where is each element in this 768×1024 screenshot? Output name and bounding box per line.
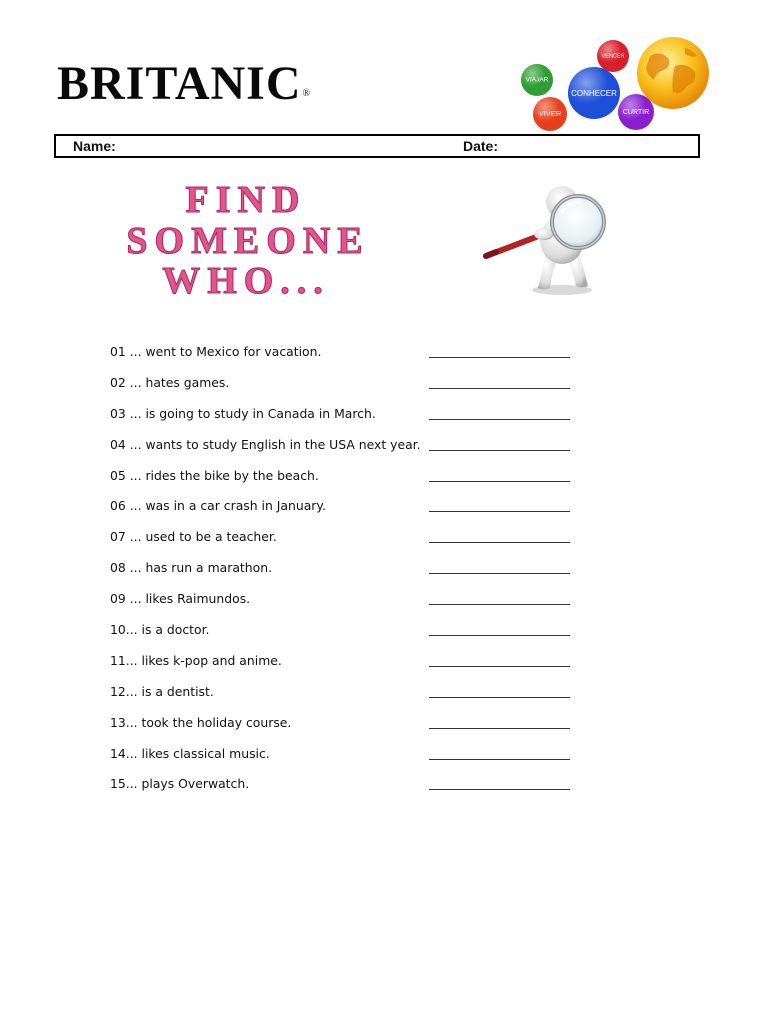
list-item xyxy=(110,683,580,714)
title-line-someone: SOMEONE xyxy=(126,220,370,262)
list-item xyxy=(110,652,580,683)
answer-blank[interactable] xyxy=(429,497,570,512)
list-item xyxy=(110,374,580,405)
item-text: 07 ... used to be a teacher. xyxy=(110,529,277,545)
answer-blank[interactable] xyxy=(429,775,570,790)
list-item xyxy=(110,436,580,467)
registered-mark: ® xyxy=(302,88,312,99)
list-item xyxy=(110,714,580,745)
list-item xyxy=(110,343,580,374)
item-text: 02 ... hates games. xyxy=(110,374,230,390)
answer-blank[interactable] xyxy=(429,343,570,358)
list-item xyxy=(110,621,580,652)
answer-blank[interactable] xyxy=(429,559,570,574)
answer-blank[interactable] xyxy=(429,683,570,698)
item-text: 09 ... likes Raimundos. xyxy=(110,591,251,607)
magnifying-glass-figure-icon xyxy=(474,182,634,300)
list-item xyxy=(110,559,580,590)
word-bubbles-graphic xyxy=(510,36,720,136)
list-item xyxy=(110,528,580,559)
answer-blank[interactable] xyxy=(429,528,570,543)
answer-blank[interactable] xyxy=(429,714,570,729)
bubble-viajar xyxy=(521,64,553,96)
answer-blank[interactable] xyxy=(429,745,570,760)
answer-blank[interactable] xyxy=(429,590,570,605)
bubble-viajar-label: VIAJAR xyxy=(525,76,549,84)
bubble-conhecer xyxy=(568,67,620,119)
answer-blank[interactable] xyxy=(429,374,570,389)
item-text: 11... likes k-pop and anime. xyxy=(110,652,282,668)
answer-blank[interactable] xyxy=(429,467,570,482)
brand-logo xyxy=(57,56,311,112)
item-text: 12... is a dentist. xyxy=(110,683,214,699)
bubble-conhecer-label: CONHECER xyxy=(571,89,617,99)
bubble-vencer-label: VENCER xyxy=(601,53,625,60)
title-line-find: FIND xyxy=(185,179,307,221)
answer-blank[interactable] xyxy=(429,652,570,667)
list-item xyxy=(110,590,580,621)
brand-name: BRITANIC xyxy=(57,57,302,110)
item-text: 08 ... has run a marathon. xyxy=(110,560,273,576)
item-text: 01 ... went to Mexico for vacation. xyxy=(110,344,322,359)
item-text: 03 ... is going to study in Canada in March. xyxy=(110,405,376,421)
item-text: 14... likes classical music. xyxy=(110,745,270,761)
item-text: 06 ... was in a car crash in January. xyxy=(110,498,326,514)
list-item xyxy=(110,467,580,498)
item-text: 10... is a doctor. xyxy=(110,622,210,638)
bubble-curtir-label: CURTIR xyxy=(622,108,650,116)
list-item xyxy=(110,405,580,436)
list-item xyxy=(110,775,580,806)
title-line-who: WHO... xyxy=(162,260,330,302)
find-someone-list xyxy=(110,343,580,806)
name-label: Name: xyxy=(73,138,116,154)
bubble-vencer xyxy=(597,40,629,72)
answer-blank[interactable] xyxy=(429,436,570,451)
list-item xyxy=(110,497,580,528)
date-label: Date: xyxy=(463,138,499,154)
item-text: 13... took the holiday course. xyxy=(110,714,292,730)
worksheet-title xyxy=(86,176,416,302)
globe-icon xyxy=(637,37,709,109)
bubble-viver xyxy=(533,97,567,131)
answer-blank[interactable] xyxy=(429,621,570,636)
name-date-box xyxy=(54,134,700,158)
bubble-viver-label: VIVER xyxy=(538,108,562,118)
item-text: 15... plays Overwatch. xyxy=(110,776,250,792)
item-text: 04 ... wants to study English in the USA next year. xyxy=(110,436,421,452)
list-item xyxy=(110,745,580,776)
answer-blank[interactable] xyxy=(429,405,570,420)
item-text: 05 ... rides the bike by the beach. xyxy=(110,467,319,483)
bubble-curtir xyxy=(618,94,654,130)
